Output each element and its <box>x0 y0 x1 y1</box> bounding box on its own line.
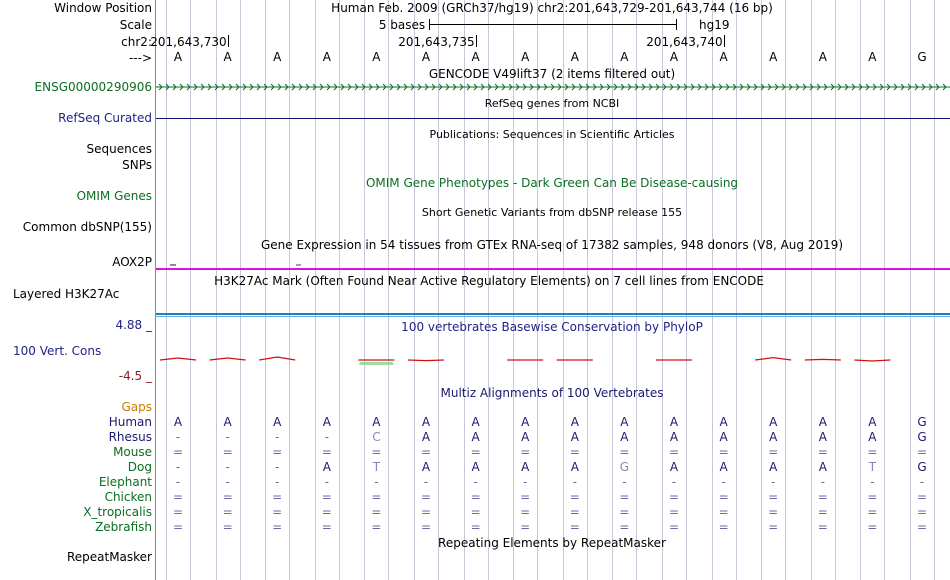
alignment-base: = <box>371 445 382 459</box>
species-label[interactable]: Zebrafish <box>95 520 152 534</box>
alignment-base: = <box>817 445 828 459</box>
phylop-mark <box>755 358 791 360</box>
alignment-base: = <box>172 490 184 504</box>
alignment-base: = <box>470 445 481 459</box>
alignment-base: A <box>322 460 331 474</box>
alignment-base: A <box>769 430 778 444</box>
alignment-base: A <box>173 415 183 429</box>
phylop-title[interactable]: 100 vertebrates Basewise Conservation by PhyloP <box>401 320 703 334</box>
alignment-base: = <box>470 520 481 534</box>
reference-base: A <box>273 50 282 64</box>
species-label[interactable]: Rhesus <box>108 430 152 444</box>
strand-arrow-label: ---> <box>128 51 152 65</box>
species-label[interactable]: X_tropicalis <box>83 505 152 519</box>
ruler-tick-label: 201,643,735 <box>398 35 475 49</box>
reference-base: A <box>173 50 183 64</box>
alignment-base: = <box>867 520 878 534</box>
alignment-base: = <box>222 505 233 519</box>
alignment-base: - <box>820 475 825 489</box>
alignment-base: - <box>324 430 329 444</box>
alignment-base: = <box>817 520 828 534</box>
alignment-base: = <box>569 505 580 519</box>
alignment-base: A <box>521 460 530 474</box>
h3k27ac-label[interactable]: Layered H3K27Ac <box>13 287 120 301</box>
alignment-base: A <box>570 460 579 474</box>
h3k27ac-title[interactable]: H3K27Ac Mark (Often Found Near Active Regulatory Elements) on 7 cell lines from ENCODE <box>214 274 764 288</box>
alignment-base: - <box>175 460 181 474</box>
reference-base: A <box>471 50 480 64</box>
omim-title[interactable]: OMIM Gene Phenotypes - Dark Green Can Be Disease-causing <box>365 176 739 190</box>
gtex-tissue-tick <box>296 264 301 266</box>
alignment-base: = <box>420 505 432 519</box>
alignment-base: - <box>523 475 528 489</box>
phylop-mark <box>408 360 444 361</box>
scale-label: Scale <box>119 18 152 32</box>
alignment-base: - <box>324 475 329 489</box>
alignment-base: A <box>570 430 579 444</box>
alignment-base: A <box>471 460 480 474</box>
alignment-base: = <box>172 445 184 459</box>
scale-bar-left-cap <box>429 19 430 30</box>
alignment-base: = <box>916 445 928 459</box>
alignment-base: = <box>222 520 233 534</box>
gtex-title[interactable]: Gene Expression in 54 tissues from GTEx RNA-seq of 17382 samples, 948 donors (V8, Aug 2019) <box>260 238 844 252</box>
h3k27ac-signal-secondary <box>156 316 950 317</box>
alignment-base: G <box>619 460 630 474</box>
alignment-base: = <box>668 490 680 504</box>
alignment-base: A <box>868 415 877 429</box>
alignment-base: = <box>222 445 233 459</box>
pubs-title[interactable]: Publications: Sequences in Scientific Articles <box>429 128 675 141</box>
alignment-base: - <box>225 475 230 489</box>
phylop-positive-mark <box>359 362 393 365</box>
alignment-base: A <box>620 415 629 429</box>
alignment-base: A <box>521 430 530 444</box>
reference-base: A <box>223 50 232 64</box>
scale-bar <box>429 24 677 25</box>
alignment-base: = <box>768 520 779 534</box>
alignment-base: A <box>620 430 629 444</box>
alignment-base: = <box>817 505 828 519</box>
alignment-base: = <box>569 445 580 459</box>
alignment-base: = <box>619 520 630 534</box>
alignment-base: A <box>322 415 331 429</box>
alignment-base: = <box>768 445 779 459</box>
ruler-tick-mark <box>228 35 229 47</box>
pubs-snps-label[interactable]: SNPs <box>122 158 152 172</box>
species-label[interactable]: Elephant <box>98 475 152 489</box>
alignment-base: = <box>520 445 531 459</box>
alignment-base: - <box>771 475 776 489</box>
alignment-base: = <box>668 505 680 519</box>
alignment-base: - <box>423 475 429 489</box>
alignment-base: A <box>273 415 282 429</box>
scale-db: hg19 <box>699 18 730 32</box>
alignment-base: = <box>916 490 928 504</box>
ruler-tick-label: 201,643,730 <box>150 35 227 49</box>
phylop-graph[interactable] <box>156 350 950 370</box>
h3k27ac-signal[interactable] <box>156 313 950 315</box>
gencode-title[interactable]: GENCODE V49lift37 (2 items filtered out) <box>428 67 676 81</box>
alignment-base: = <box>916 520 928 534</box>
alignment-base: - <box>870 475 875 489</box>
gtex-tissue-tick <box>170 264 176 266</box>
alignment-base: A <box>570 415 579 429</box>
reference-base: A <box>570 50 579 64</box>
alignment-base: A <box>719 430 728 444</box>
alignment-base: - <box>622 475 627 489</box>
alignment-base: = <box>321 505 332 519</box>
alignment-base: A <box>818 415 827 429</box>
alignment-base: A <box>372 415 381 429</box>
alignment-base: A <box>818 430 827 444</box>
alignment-base: A <box>719 415 728 429</box>
refseq-label[interactable]: RefSeq Curated <box>58 111 152 125</box>
alignment-base: - <box>919 475 925 489</box>
alignment-base: = <box>867 490 878 504</box>
alignment-base: T <box>868 460 877 474</box>
species-label[interactable]: Dog <box>127 460 152 474</box>
alignment-base: C <box>372 430 381 444</box>
alignment-base: = <box>520 505 531 519</box>
alignment-base: = <box>470 490 481 504</box>
alignment-base: A <box>669 460 679 474</box>
phylop-max-label: 4.88 _ <box>115 318 152 332</box>
phylop-mark <box>210 358 246 360</box>
repeatmasker-title[interactable]: Repeating Elements by RepeatMasker <box>438 536 666 550</box>
reference-base: A <box>769 50 778 64</box>
phylop-mark <box>854 360 890 361</box>
species-label[interactable]: Chicken <box>104 490 152 504</box>
alignment-base: = <box>569 520 580 534</box>
alignment-base: = <box>371 505 382 519</box>
alignment-base: = <box>718 505 729 519</box>
reference-base: A <box>719 50 728 64</box>
alignment-base: A <box>868 430 877 444</box>
ruler-tick-mark <box>476 35 477 47</box>
reference-base: A <box>421 50 431 64</box>
gaps-label: Gaps <box>121 400 152 414</box>
alignment-base: - <box>275 430 280 444</box>
alignment-base: = <box>172 505 184 519</box>
alignment-base: A <box>421 430 431 444</box>
alignment-base: G <box>917 460 927 474</box>
phylop-mark <box>160 358 196 360</box>
alignment-base: = <box>272 490 283 504</box>
alignment-base: = <box>371 490 382 504</box>
alignment-base: = <box>420 520 432 534</box>
ruler-tick-label: 201,643,740 <box>646 35 723 49</box>
refseq-gene-line[interactable] <box>156 118 950 119</box>
alignment-base: A <box>223 415 232 429</box>
alignment-base: - <box>275 460 280 474</box>
phylop-label[interactable]: 100 Vert. Cons <box>13 344 102 358</box>
alignment-base: = <box>520 490 531 504</box>
reference-base: A <box>818 50 827 64</box>
alignment-base: = <box>272 445 283 459</box>
gtex-gene-label[interactable]: AOX2P <box>112 255 152 269</box>
alignment-base: = <box>420 490 432 504</box>
phylop-mark <box>805 359 841 360</box>
reference-base: A <box>372 50 381 64</box>
alignment-base: A <box>471 430 480 444</box>
reference-base: A <box>620 50 629 64</box>
multiz-title[interactable]: Multiz Alignments of 100 Vertebrates <box>440 386 664 400</box>
alignment-base: - <box>374 475 379 489</box>
ruler-tick-mark <box>724 35 725 47</box>
window-position-label: Window Position <box>54 1 152 15</box>
alignment-base: A <box>669 415 679 429</box>
alignment-base: - <box>572 475 577 489</box>
alignment-base: = <box>321 520 332 534</box>
alignment-base: = <box>420 445 432 459</box>
dbsnp-title[interactable]: Short Genetic Variants from dbSNP release 155 <box>421 206 683 219</box>
reference-base: A <box>521 50 530 64</box>
alignment-base: A <box>471 415 480 429</box>
alignment-base: A <box>521 415 530 429</box>
alignment-base: A <box>669 430 679 444</box>
alignment-base: - <box>275 475 280 489</box>
alignment-base: = <box>768 490 779 504</box>
alignment-base: A <box>421 460 431 474</box>
gencode-item-label[interactable]: ENSG00000290906 <box>34 80 152 94</box>
scale-text: 5 bases <box>378 18 426 32</box>
alignment-base: = <box>619 490 630 504</box>
alignment-base: = <box>867 505 878 519</box>
alignment-base: = <box>321 445 332 459</box>
reference-base: G <box>917 50 927 64</box>
alignment-base: = <box>817 490 828 504</box>
alignment-base: = <box>222 490 233 504</box>
alignment-base: = <box>470 505 481 519</box>
reference-base: A <box>868 50 877 64</box>
alignment-base: A <box>769 415 778 429</box>
phylop-min-label: -4.5 _ <box>118 369 152 383</box>
species-label[interactable]: Mouse <box>113 445 152 459</box>
assembly-position-text: Human Feb. 2009 (GRCh37/hg19) chr2:201,643,729-201,643,744 (16 bp) <box>331 1 773 15</box>
alignment-base: = <box>916 505 928 519</box>
gencode-chevrons <box>156 84 950 90</box>
pubs-sequences-label[interactable]: Sequences <box>86 142 152 156</box>
alignment-base: = <box>718 520 729 534</box>
alignment-base: = <box>718 445 729 459</box>
gtex-expression-bar[interactable] <box>156 268 950 270</box>
omim-label[interactable]: OMIM Genes <box>76 189 152 203</box>
alignment-base: = <box>520 520 531 534</box>
alignment-base: = <box>569 490 580 504</box>
species-label[interactable]: Human <box>108 415 152 429</box>
alignment-base: - <box>671 475 677 489</box>
gencode-gene-feature[interactable] <box>156 80 950 94</box>
alignment-base: = <box>668 520 680 534</box>
alignment-base: - <box>175 430 181 444</box>
refseq-title[interactable]: RefSeq genes from NCBI <box>484 97 620 110</box>
alignment-base: A <box>818 460 827 474</box>
alignment-base: = <box>768 505 779 519</box>
alignment-base: A <box>719 460 728 474</box>
alignment-base: = <box>321 490 332 504</box>
alignment-base: G <box>917 415 927 429</box>
alignment-base: = <box>718 490 729 504</box>
alignment-base: - <box>175 475 181 489</box>
alignment-base: A <box>769 460 778 474</box>
track-data-area[interactable] <box>150 0 950 580</box>
alignment-base: G <box>917 430 927 444</box>
alignment-base: - <box>225 430 230 444</box>
alignment-base: - <box>721 475 726 489</box>
alignment-base: = <box>172 520 184 534</box>
alignment-base: A <box>421 415 431 429</box>
alignment-base: T <box>372 460 381 474</box>
phylop-mark <box>259 357 295 360</box>
alignment-base: = <box>668 445 680 459</box>
reference-base: A <box>322 50 331 64</box>
alignment-base: - <box>225 460 230 474</box>
alignment-base: = <box>272 520 283 534</box>
alignment-base: - <box>473 475 478 489</box>
dbsnp-label[interactable]: Common dbSNP(155) <box>22 220 152 234</box>
chr-label: chr2: <box>121 35 152 49</box>
repeatmasker-label[interactable]: RepeatMasker <box>66 550 152 564</box>
alignment-base: = <box>371 520 382 534</box>
alignment-base: = <box>867 445 878 459</box>
reference-base: A <box>669 50 679 64</box>
alignment-base: = <box>272 505 283 519</box>
alignment-base: = <box>619 445 630 459</box>
alignment-base: = <box>619 505 630 519</box>
scale-bar-right-cap <box>676 19 677 30</box>
